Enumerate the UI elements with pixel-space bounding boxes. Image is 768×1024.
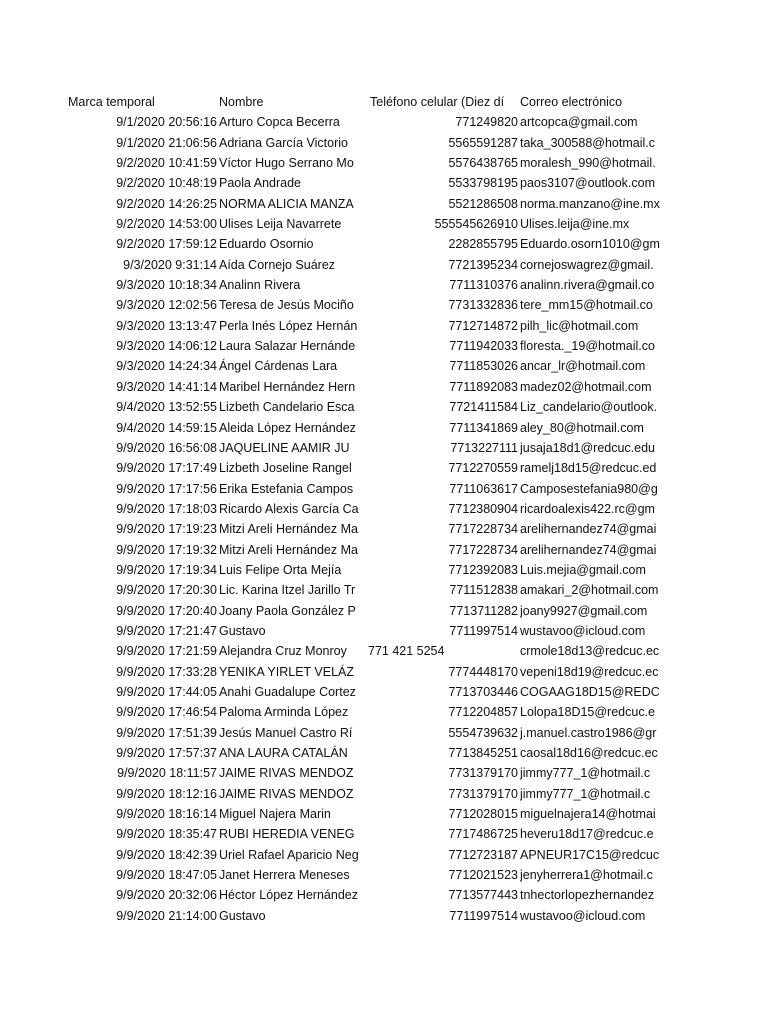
cell-email[interactable]: arelihernandez74@gmai	[520, 542, 657, 557]
cell-name[interactable]: Uriel Rafael Aparicio Neg	[219, 847, 359, 862]
cell-email[interactable]: jenyherrera1@hotmail.c	[520, 868, 653, 883]
cell-timestamp[interactable]: 9/9/2020 17:33:28	[116, 664, 217, 679]
cell-name[interactable]: Lizbeth Joseline Rangel	[219, 461, 352, 476]
cell-name[interactable]: Gustavo	[219, 623, 266, 638]
header-timestamp[interactable]: Marca temporal	[68, 95, 155, 109]
table-row	[0, 112, 768, 132]
cell-phone[interactable]: 7711063617	[449, 481, 518, 496]
cell-timestamp[interactable]: 9/9/2020 17:18:03	[116, 501, 217, 516]
cell-phone[interactable]: 7712204857	[448, 705, 518, 720]
cell-email[interactable]: Lolopa18D15@redcuc.e	[520, 705, 656, 720]
cell-phone[interactable]: 5533798195	[448, 176, 518, 191]
table-row	[0, 234, 768, 254]
cell-phone[interactable]: 7711310376	[449, 278, 518, 293]
cell-name[interactable]: Ángel Cárdenas Lara	[219, 359, 338, 374]
cell-phone[interactable]: 7711853026	[449, 359, 518, 374]
cell-email[interactable]: wustavoo@icloud.com	[520, 623, 646, 638]
cell-timestamp[interactable]: 9/9/2020 20:32:06	[116, 888, 217, 903]
cell-timestamp[interactable]: 9/9/2020 17:20:40	[116, 603, 217, 618]
cell-phone[interactable]: 7721411584	[449, 400, 518, 415]
table-row	[0, 397, 768, 417]
cell-email[interactable]: joany9927@gmail.com	[520, 603, 648, 618]
cell-timestamp[interactable]: 9/3/2020 13:13:47	[116, 318, 217, 333]
cell-email[interactable]: Camposestefania980@g	[520, 481, 658, 496]
cell-email[interactable]: jimmy777_1@hotmail.c	[520, 786, 651, 801]
table-row	[0, 560, 768, 580]
table-row	[0, 458, 768, 478]
header-phone[interactable]: Teléfono celular (Diez dí	[370, 95, 505, 109]
cell-name[interactable]: Teresa de Jesús Mociño	[219, 298, 354, 313]
table-row	[0, 194, 768, 214]
table-row	[0, 804, 768, 824]
cell-name[interactable]: Joany Paola González P	[219, 603, 356, 618]
cell-name[interactable]: Jesús Manuel Castro Rí	[219, 725, 353, 740]
table-row	[0, 255, 768, 275]
cell-name[interactable]: Paola Andrade	[219, 176, 302, 191]
cell-timestamp[interactable]: 9/2/2020 14:53:00	[116, 217, 217, 232]
cell-phone[interactable]: 7712714872	[448, 318, 518, 333]
cell-name[interactable]: Lic. Karina Itzel Jarillo Tr	[219, 583, 356, 598]
cell-name[interactable]: Aleida López Hernández	[219, 420, 356, 435]
cell-name[interactable]: Héctor López Hernández	[219, 888, 358, 903]
cell-timestamp[interactable]: 9/9/2020 18:42:39	[116, 847, 217, 862]
cell-timestamp[interactable]: 9/9/2020 17:19:32	[116, 542, 217, 557]
cell-email[interactable]: moralesh_990@hotmail.	[520, 156, 656, 171]
cell-name[interactable]: Alejandra Cruz Monroy	[219, 644, 347, 659]
cell-timestamp[interactable]: 9/9/2020 17:57:37	[116, 746, 217, 760]
cell-name[interactable]: Eduardo Osornio	[219, 237, 314, 252]
table-row	[0, 377, 768, 397]
cell-email[interactable]: crmole18d13@redcuc.ec	[520, 644, 660, 659]
cell-email[interactable]: arelihernandez74@gmai	[520, 522, 657, 537]
table-row	[0, 601, 768, 621]
table-row	[0, 885, 768, 905]
cell-email[interactable]: ricardoalexis422.rc@gm	[520, 501, 655, 516]
cell-email[interactable]: paos3107@outlook.com	[520, 176, 655, 191]
data-rows	[0, 112, 768, 926]
cell-name[interactable]: Ulises Leija Navarrete	[219, 217, 342, 232]
cell-name[interactable]: Mitzi Areli Hernández Ma	[219, 542, 358, 557]
table-row	[0, 682, 768, 702]
cell-timestamp[interactable]: 9/9/2020 17:21:47	[116, 623, 217, 638]
cell-phone[interactable]: 7713845251	[448, 746, 518, 760]
cell-timestamp[interactable]: 9/9/2020 17:46:54	[116, 705, 217, 720]
cell-phone[interactable]: 7712028015	[448, 807, 518, 822]
cell-email[interactable]: heveru18d17@redcuc.e	[520, 827, 654, 842]
cell-email[interactable]: caosal18d16@redcuc.ec	[520, 746, 658, 760]
cell-timestamp[interactable]: 9/9/2020 16:56:08	[116, 440, 217, 455]
cell-email[interactable]: aley_80@hotmail.com	[520, 420, 644, 435]
cell-email[interactable]: Liz_candelario@outlook.	[520, 400, 658, 415]
cell-phone[interactable]: 5565591287	[448, 135, 518, 150]
cell-timestamp[interactable]: 9/4/2020 14:59:15	[116, 420, 217, 435]
cell-timestamp[interactable]: 9/9/2020 18:16:14	[116, 807, 217, 822]
cell-email[interactable]: amakari_2@hotmail.com	[520, 583, 659, 598]
table-row	[0, 438, 768, 458]
cell-name[interactable]: JAIME RIVAS MENDOZ	[219, 786, 354, 801]
cell-phone[interactable]: 555545626910	[434, 217, 518, 232]
cell-phone[interactable]: 7711997514	[449, 623, 518, 638]
cell-timestamp[interactable]: 9/3/2020 14:41:14	[116, 379, 217, 394]
cell-phone[interactable]: 7712723187	[448, 847, 518, 862]
cell-phone[interactable]: 771 421 5254	[368, 644, 445, 659]
cell-name[interactable]: YENIKA YIRLET VELÁZ	[219, 664, 355, 679]
cell-phone[interactable]: 7713227111	[450, 440, 518, 455]
cell-name[interactable]: Janet Herrera Meneses	[219, 868, 350, 883]
cell-phone[interactable]: 7711997514	[449, 908, 518, 923]
cell-phone[interactable]: 5521286508	[448, 196, 518, 211]
cell-name[interactable]: Erika Estefania Campos	[219, 481, 354, 496]
table-row	[0, 580, 768, 600]
table-row	[0, 641, 768, 661]
table-row	[0, 784, 768, 804]
cell-email[interactable]: cornejoswagrez@gmail.	[520, 257, 654, 272]
cell-timestamp[interactable]: 9/9/2020 21:14:00	[116, 908, 217, 923]
cell-phone[interactable]: 7717228734	[448, 522, 518, 537]
cell-name[interactable]: Paloma Arminda López	[219, 705, 349, 720]
cell-name[interactable]: Analinn Rivera	[219, 278, 301, 293]
cell-phone[interactable]: 7774448170	[448, 664, 518, 679]
cell-timestamp[interactable]: 9/9/2020 17:51:39	[116, 725, 217, 740]
cell-name[interactable]: Miguel Najera Marin	[219, 807, 331, 822]
cell-phone[interactable]: 7713577443	[448, 888, 518, 903]
cell-timestamp[interactable]: 9/9/2020 17:17:49	[116, 461, 217, 476]
table-row	[0, 173, 768, 193]
cell-phone[interactable]: 7711892083	[449, 379, 518, 394]
table-row	[0, 621, 768, 641]
cell-name[interactable]: Lizbeth Candelario Esca	[219, 400, 355, 415]
table-row	[0, 906, 768, 926]
cell-timestamp[interactable]: 9/9/2020 18:11:57	[117, 766, 217, 781]
cell-name[interactable]: ANA LAURA CATALÁN	[219, 746, 348, 760]
cell-email[interactable]: j.manuel.castro1986@gr	[520, 725, 657, 740]
table-row	[0, 845, 768, 865]
cell-email[interactable]: artcopca@gmail.com	[520, 115, 638, 130]
cell-email[interactable]: jimmy777_1@hotmail.c	[520, 766, 651, 781]
cell-phone[interactable]: 7721395234	[448, 257, 518, 272]
cell-name[interactable]: Víctor Hugo Serrano Mo	[219, 156, 354, 171]
cell-email[interactable]: floresta._19@hotmail.co	[520, 339, 655, 354]
cell-name[interactable]: Luis Felipe Orta Mejía	[219, 562, 342, 577]
table-row	[0, 540, 768, 560]
cell-timestamp[interactable]: 9/3/2020 14:24:34	[116, 359, 217, 374]
cell-phone[interactable]: 7731379170	[448, 766, 518, 781]
cell-timestamp[interactable]: 9/9/2020 18:47:05	[116, 868, 217, 883]
cell-name[interactable]: NORMA ALICIA MANZA	[219, 196, 354, 211]
cell-email[interactable]: COGAAG18D15@REDC	[520, 684, 660, 699]
cell-email[interactable]: ancar_lr@hotmail.com	[520, 359, 646, 374]
cell-timestamp[interactable]: 9/3/2020 10:18:34	[116, 278, 217, 293]
cell-timestamp[interactable]: 9/2/2020 10:48:19	[116, 176, 217, 191]
cell-timestamp[interactable]: 9/3/2020 12:02:56	[116, 298, 217, 313]
cell-timestamp[interactable]: 9/9/2020 18:12:16	[116, 786, 217, 801]
cell-email[interactable]: taka_300588@hotmail.c	[520, 135, 655, 150]
cell-name[interactable]: Mitzi Areli Hernández Ma	[219, 522, 358, 537]
table-row	[0, 662, 768, 682]
cell-email[interactable]: jusaja18d1@redcuc.edu	[520, 440, 656, 455]
spreadsheet	[0, 92, 768, 926]
header-row	[0, 92, 768, 112]
cell-email[interactable]: pilh_lic@hotmail.com	[520, 318, 639, 333]
table-row	[0, 702, 768, 722]
cell-email[interactable]: madez02@hotmail.com	[520, 379, 652, 394]
cell-timestamp[interactable]: 9/9/2020 18:35:47	[116, 827, 217, 842]
cell-timestamp[interactable]: 9/9/2020 17:17:56	[116, 481, 217, 496]
cell-phone[interactable]: 7717486725	[448, 827, 518, 842]
cell-phone[interactable]: 5576438765	[448, 156, 518, 171]
cell-email[interactable]: Ulises.leija@ine.mx	[520, 217, 630, 232]
cell-timestamp[interactable]: 9/9/2020 17:21:59	[116, 644, 217, 659]
cell-timestamp[interactable]: 9/2/2020 14:26:25	[116, 196, 217, 211]
cell-phone[interactable]: 7731332836	[448, 298, 518, 313]
cell-timestamp[interactable]: 9/3/2020 9:31:14	[123, 257, 217, 272]
table-row	[0, 295, 768, 315]
cell-timestamp[interactable]: 9/9/2020 17:19:34	[116, 562, 217, 577]
cell-phone[interactable]: 7711942033	[449, 339, 518, 354]
table-row	[0, 723, 768, 743]
table-row	[0, 356, 768, 376]
cell-phone[interactable]: 7712021523	[448, 868, 518, 883]
cell-phone[interactable]: 7712270559	[448, 461, 518, 476]
cell-timestamp[interactable]: 9/9/2020 17:20:30	[116, 583, 217, 598]
cell-email[interactable]: APNEUR17C15@redcuc	[520, 847, 660, 862]
header-name[interactable]: Nombre	[219, 95, 264, 109]
cell-name[interactable]: Gustavo	[219, 908, 266, 923]
cell-phone[interactable]: 7717228734	[448, 542, 518, 557]
table-row	[0, 214, 768, 234]
cell-name[interactable]: Adriana García Victorio	[219, 135, 348, 150]
cell-name[interactable]: Arturo Copca Becerra	[219, 115, 340, 130]
cell-email[interactable]: tere_mm15@hotmail.co	[520, 298, 653, 313]
cell-name[interactable]: Ricardo Alexis García Ca	[219, 501, 359, 516]
cell-phone[interactable]: 7712392083	[448, 562, 518, 577]
cell-email[interactable]: tnhectorlopezhernandez	[520, 888, 655, 903]
cell-email[interactable]: vepeni18d19@redcuc.ec	[520, 664, 659, 679]
cell-phone[interactable]: 7713703446	[448, 684, 518, 699]
cell-name[interactable]: Anahi Guadalupe Cortez	[219, 684, 356, 699]
table-row	[0, 499, 768, 519]
cell-phone[interactable]: 5554739632	[448, 725, 518, 740]
cell-email[interactable]: ramelj18d15@redcuc.ed	[520, 461, 657, 476]
cell-timestamp[interactable]: 9/4/2020 13:52:55	[116, 400, 217, 415]
cell-timestamp[interactable]: 9/3/2020 14:06:12	[116, 339, 217, 354]
table-row	[0, 763, 768, 783]
cell-phone[interactable]: 7712380904	[448, 501, 518, 516]
cell-phone[interactable]: 771249820	[455, 115, 518, 130]
cell-phone[interactable]: 7711512838	[449, 583, 518, 598]
cell-name[interactable]: Perla Inés López Hernán	[219, 318, 358, 333]
cell-timestamp[interactable]: 9/2/2020 17:59:12	[116, 237, 217, 252]
cell-email[interactable]: norma.manzano@ine.mx	[520, 196, 660, 211]
cell-timestamp[interactable]: 9/1/2020 20:56:16	[116, 115, 217, 130]
cell-name[interactable]: Laura Salazar Hernánde	[219, 339, 356, 354]
cell-timestamp[interactable]: 9/9/2020 17:19:23	[116, 522, 217, 537]
cell-phone[interactable]: 7713711282	[449, 603, 518, 618]
cell-phone[interactable]: 7711341869	[449, 420, 518, 435]
cell-email[interactable]: Eduardo.osorn1010@gm	[520, 237, 660, 252]
cell-email[interactable]: wustavoo@icloud.com	[520, 908, 646, 923]
table-row	[0, 479, 768, 499]
header-email[interactable]: Correo electrónico	[520, 95, 623, 109]
cell-phone[interactable]: 7731379170	[448, 786, 518, 801]
table-row	[0, 865, 768, 885]
table-row	[0, 316, 768, 336]
table-row	[0, 519, 768, 539]
cell-timestamp[interactable]: 9/1/2020 21:06:56	[116, 135, 217, 150]
table-row	[0, 336, 768, 356]
table-row	[0, 743, 768, 763]
cell-name[interactable]: Maribel Hernández Hern	[219, 379, 356, 394]
cell-email[interactable]: miguelnajera14@hotmai	[520, 807, 656, 822]
cell-email[interactable]: analinn.rivera@gmail.co	[520, 278, 655, 293]
table-row	[0, 824, 768, 844]
cell-phone[interactable]: 2282855795	[448, 237, 518, 252]
cell-email[interactable]: Luis.mejia@gmail.com	[520, 562, 646, 577]
table-row	[0, 153, 768, 173]
cell-timestamp[interactable]: 9/9/2020 17:44:05	[116, 684, 217, 699]
table-row	[0, 133, 768, 153]
cell-name[interactable]: JAQUELINE AAMIR JU	[219, 440, 350, 455]
cell-name[interactable]: JAIME RIVAS MENDOZ	[219, 766, 354, 781]
cell-timestamp[interactable]: 9/2/2020 10:41:59	[116, 156, 217, 171]
table-row	[0, 275, 768, 295]
cell-name[interactable]: RUBI HEREDIA VENEG	[219, 827, 355, 842]
table-row	[0, 418, 768, 438]
cell-name[interactable]: Aída Cornejo Suárez	[219, 257, 336, 272]
